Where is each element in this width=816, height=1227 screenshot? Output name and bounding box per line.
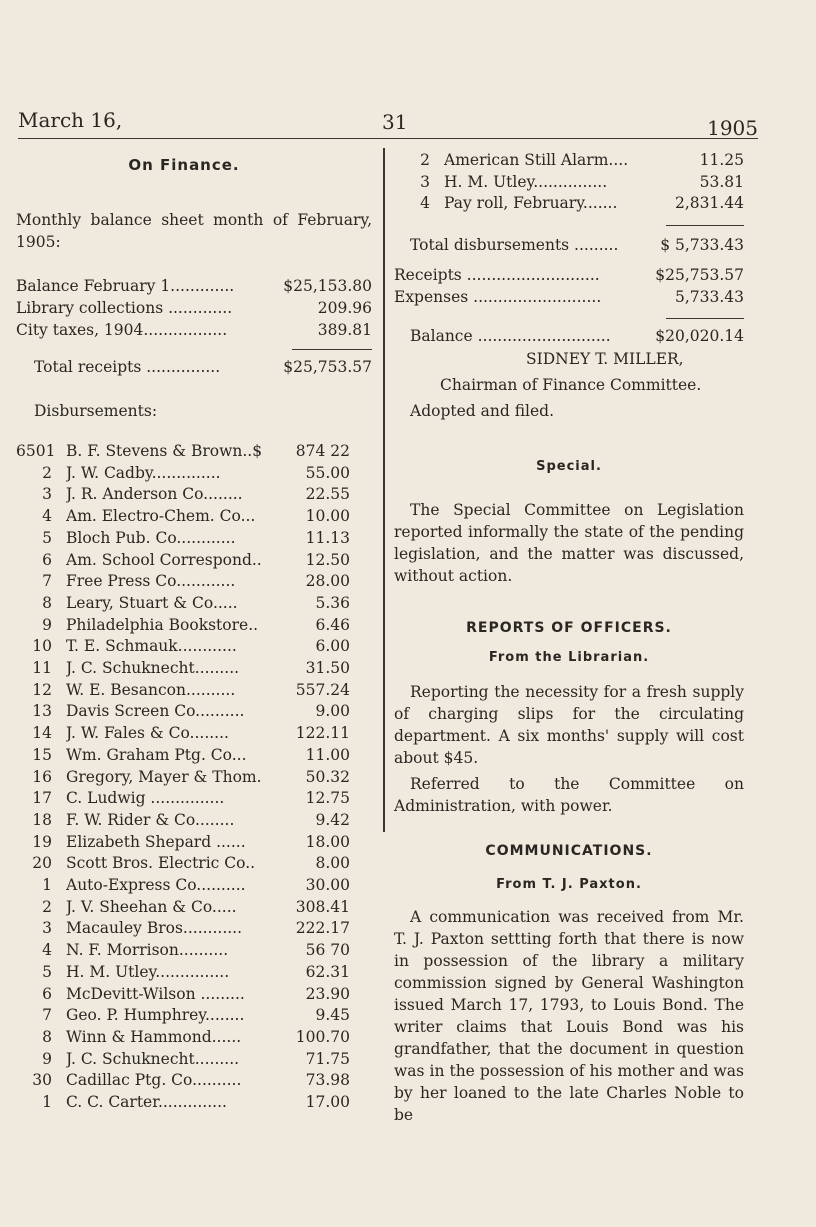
disbursement-row [16,506,372,528]
voucher-number: 5 [42,528,52,547]
voucher-number: 3 [42,485,52,504]
balance-row-amount: 389.81 [317,321,372,339]
disbursements-heading: Disbursements: [34,402,158,420]
payee-name: Pay roll, February....... [444,194,618,213]
payment-amount: 11.25 [699,151,744,169]
payment-amount: 11.13 [305,528,350,547]
payment-amount: 6.46 [315,615,350,634]
expenses-amount: 5,733.43 [674,288,744,307]
payee-name: C. C. Carter.............. [66,1093,227,1112]
left-column [16,150,372,1114]
balance-row [16,319,372,341]
voucher-number: 2 [42,463,52,482]
payment-amount: 12.75 [305,789,350,808]
balance-row-label: City taxes, 1904................. [16,321,228,339]
payee-name: Am. Electro-Chem. Co... [66,507,256,526]
page-number: 31 [382,110,408,134]
column-divider [383,148,385,832]
disbursement-row [16,918,372,940]
payment-amount: 23.90 [305,984,350,1003]
payment-amount: 62.31 [305,962,350,981]
total-disbursements-amount: $ 5,733.43 [660,236,744,255]
disbursement-row [16,636,372,658]
balance-row-amount: 209.96 [317,299,372,317]
librarian-heading: From the Librarian. [488,650,650,666]
disbursement-row [16,658,372,680]
payee-name: H. M. Utley............... [66,962,230,981]
payment-amount: 9.42 [315,810,350,829]
reports-heading: REPORTS OF OFFICERS. [466,620,672,637]
disbursement-row [16,571,372,593]
payment-amount: 53.81 [699,172,744,191]
payment-amount: 308.41 [295,897,350,916]
voucher-number: 8 [42,1027,52,1046]
total-receipts-label: Total receipts ............... [34,358,221,376]
payee-name: Wm. Graham Ptg. Co... [66,745,247,764]
balance-amount: $20,020.14 [655,327,744,346]
payment-amount: 874 22 [295,442,350,460]
payment-amount: 10.00 [305,507,350,526]
payee-name: Geo. P. Humphrey........ [66,1006,245,1025]
disbursement-row [16,767,372,789]
payee-name: Macauley Bros............ [66,919,243,938]
payment-amount: 12.50 [305,550,350,569]
payee-name: C. Ludwig ............... [66,789,225,808]
header-date: March 16, [18,108,123,132]
voucher-number: 4 [42,507,52,526]
expenses-label: Expenses .......................... [394,288,602,307]
payment-amount: 11.00 [305,745,350,764]
paxton-heading: From T. J. Paxton. [496,877,642,893]
payment-amount: 18.00 [305,832,350,851]
header-rule [18,138,758,139]
right-column [394,150,744,1126]
payment-amount: 28.00 [305,572,350,591]
payee-name: Winn & Hammond...... [66,1027,242,1046]
disbursement-row [16,875,372,897]
disbursement-row [16,745,372,767]
balance-rows [16,275,372,341]
disbursement-row [16,1005,372,1027]
total-receipts-row [16,356,372,378]
payment-amount: 17.00 [305,1093,350,1112]
payee-name: Free Press Co............ [66,572,236,591]
voucher-number: 20 [32,854,52,873]
payee-name: T. E. Schmauk............ [66,637,237,656]
payment-amount: 100.70 [295,1027,350,1046]
balance-row-label: Library collections ............. [16,299,233,317]
finance-heading: On Finance. [128,156,240,174]
payee-name: American Still Alarm.... [444,151,629,169]
disbursement-row [16,441,372,463]
header-year: 1905 [707,116,758,140]
voucher-number: 9 [42,615,52,634]
payee-name: Auto-Express Co.......... [66,876,246,895]
expenses-row [394,286,744,308]
payee-name: Scott Bros. Electric Co.. [66,854,256,873]
disbursement-row [16,484,372,506]
signer-title: Chairman of Finance Committee. [440,376,702,395]
special-heading: Special. [536,459,602,475]
disbursement-row [16,810,372,832]
receipts-label: Receipts ........................... [394,266,600,285]
voucher-number: 3 [420,172,430,191]
voucher-number: 5 [42,962,52,981]
payee-name: N. F. Morrison.......... [66,941,229,960]
disbursement-row [16,528,372,550]
disbursement-row [16,550,372,572]
total-rule [292,349,372,350]
payment-amount: 557.24 [295,680,350,699]
payee-name: Bloch Pub. Co............ [66,528,236,547]
payment-amount: 9.00 [315,702,350,721]
payee-name: J. C. Schuknecht......... [66,659,240,678]
voucher-number: 17 [32,789,52,808]
payee-name: J. C. Schuknecht......... [66,1049,240,1068]
voucher-number: 11 [32,659,52,678]
voucher-number: 13 [32,702,52,721]
payment-amount: 73.98 [305,1071,350,1090]
payee-name: Davis Screen Co.......... [66,702,245,721]
payee-name: W. E. Besancon.......... [66,680,236,699]
payment-amount: 2,831.44 [674,194,744,213]
payment-amount: 222.17 [295,919,350,938]
disbursement-row [394,172,744,194]
payee-name: Elizabeth Shepard ...... [66,832,246,851]
voucher-number: 4 [420,194,430,213]
payment-amount: 71.75 [305,1049,350,1068]
balance-row-amount: $25,153.80 [283,277,372,295]
disbursement-row [16,680,372,702]
paxton-paragraph: A communication was received from Mr. T. J. Paxton settting forth that there is now in possession of the library a military commission signed by General Washington issued March 17, 1793, to Louis Bond. The writer claims that Louis Bond was his grandfather, that the document in question was in the possession of his mother and was by her loaned to the late Charles Noble to be [394,908,744,1125]
disbursement-row [394,193,744,215]
voucher-number: 8 [42,593,52,612]
payee-name: McDevitt-Wilson ......... [66,984,245,1003]
voucher-number: 6 [42,550,52,569]
voucher-number: 7 [42,572,52,591]
disbursement-row [16,788,372,810]
payment-amount: 50.32 [305,767,350,786]
payee-name: J. W. Fales & Co........ [66,724,229,743]
payment-amount: 9.45 [315,1006,350,1025]
disbursement-row [16,984,372,1006]
voucher-number: 6 [42,984,52,1003]
adopted-note: Adopted and filed. [410,402,555,421]
balance-row [16,297,372,319]
voucher-number: 16 [32,767,52,786]
payee-name: J. R. Anderson Co........ [66,485,243,504]
voucher-number: 14 [32,724,52,743]
voucher-number: 4 [42,941,52,960]
page-header [18,108,758,142]
payment-amount: 6.00 [315,637,350,656]
disbursement-row [16,1092,372,1114]
payment-amount: 30.00 [305,876,350,895]
balance-row [16,275,372,297]
disb-total-rule [666,225,744,226]
payee-name: B. F. Stevens & Brown..$ [66,442,263,460]
disbursement-row [16,1049,372,1071]
disbursement-row [16,832,372,854]
librarian-paragraph-2: Referred to the Committee on Administration, with power. [394,775,744,816]
disbursement-row [16,723,372,745]
disbursements-list [16,441,372,1114]
voucher-number: 2 [42,897,52,916]
balance-label: Balance ........................... [410,327,611,346]
balance-row-label: Balance February 1............. [16,277,235,295]
payment-amount: 122.11 [295,724,350,743]
payee-name: Am. School Correspond.. [66,550,262,569]
payment-amount: 31.50 [305,659,350,678]
librarian-paragraph-1: Reporting the necessity for a fresh supply of charging slips for the circulating department. A six months' supply will cost about $45. [394,683,744,768]
disbursement-row [16,940,372,962]
disbursement-row [16,853,372,875]
voucher-number: 2 [420,151,430,169]
receipts-row [394,264,744,286]
voucher-number: 15 [32,745,52,764]
voucher-number: 10 [32,637,52,656]
payment-amount: 55.00 [305,463,350,482]
disbursement-row [16,701,372,723]
payee-name: Leary, Stuart & Co..... [66,593,238,612]
disbursement-row [16,1070,372,1092]
voucher-number: 7 [42,1006,52,1025]
signer-name: SIDNEY T. MILLER, [526,350,684,369]
payee-name: J. V. Sheehan & Co..... [66,897,237,916]
payee-name: Gregory, Mayer & Thom. [66,767,262,786]
payee-name: Philadelphia Bookstore.. [66,615,259,634]
payment-amount: 22.55 [305,485,350,504]
payee-name: Cadillac Ptg. Co.......... [66,1071,242,1090]
voucher-number: 18 [32,810,52,829]
voucher-number: 1 [42,1093,52,1112]
total-disbursements-row [394,234,744,256]
voucher-number: 30 [32,1071,52,1090]
communications-heading: COMMUNICATIONS. [485,843,653,860]
disbursement-row [16,897,372,919]
balance-row [394,325,744,347]
disbursement-row [16,962,372,984]
disbursement-row [394,150,744,172]
receipts-amount: $25,753.57 [655,266,744,285]
voucher-number: 1 [42,876,52,895]
disbursement-row [16,463,372,485]
payment-amount: 5.36 [315,593,350,612]
total-receipts-amount: $25,753.57 [283,358,372,376]
voucher-number: 6501 [16,442,56,460]
payee-name: F. W. Rider & Co........ [66,810,235,829]
disbursement-row [16,1027,372,1049]
voucher-number: 9 [42,1049,52,1068]
disbursement-row [16,593,372,615]
voucher-number: 3 [42,919,52,938]
payment-amount: 56 70 [305,941,350,960]
payee-name: J. W. Cadby.............. [66,463,221,482]
total-disbursements-label: Total disbursements ......... [410,236,619,255]
disbursement-row [16,615,372,637]
balance-intro: Monthly balance sheet month of February, 1905: [16,211,372,251]
voucher-number: 19 [32,832,52,851]
payee-name: H. M. Utley............... [444,172,608,191]
special-paragraph: The Special Committee on Legislation reported informally the state of the pending legislation, and the matter was discussed, without action. [394,501,744,586]
payment-amount: 8.00 [315,854,350,873]
voucher-number: 12 [32,680,52,699]
disbursements-continued [394,150,744,215]
balance-rule [666,318,744,319]
